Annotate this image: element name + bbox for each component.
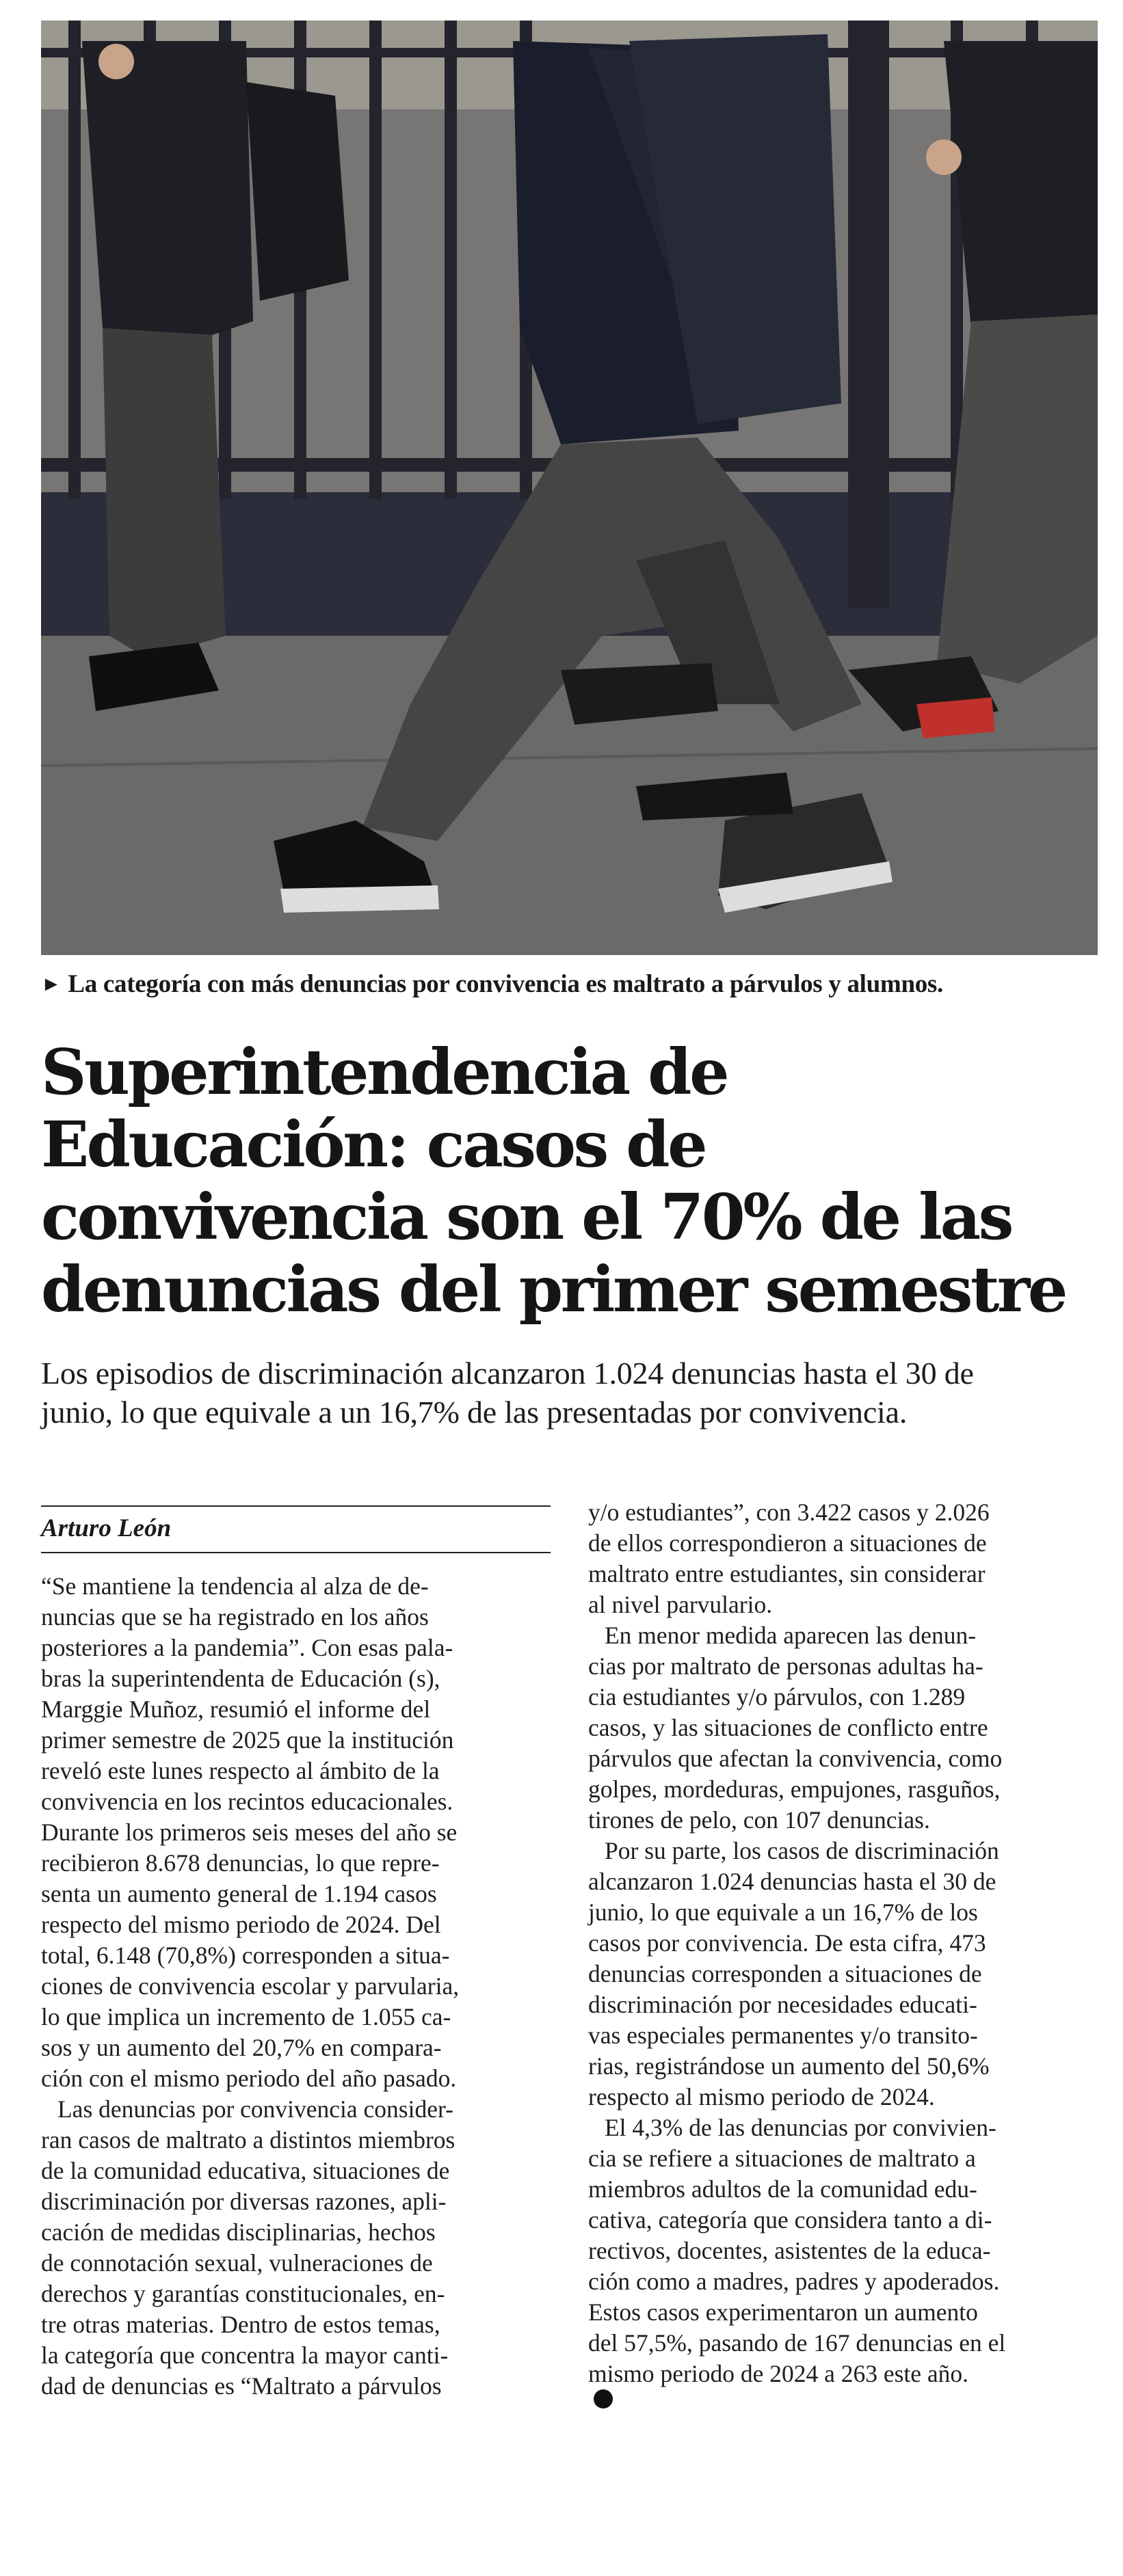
text-line: nuncias que se ha registrado en los años xyxy=(41,1603,429,1631)
paragraph xyxy=(41,2094,551,2402)
text-line: Las denuncias por convivencia consider- xyxy=(57,2095,453,2123)
caption-text: La categoría con más denuncias por convivencia es maltrato a párvulos y alumnos. xyxy=(68,970,943,998)
text-line: En menor medida aparecen las denun- xyxy=(605,1622,977,1649)
article-headline xyxy=(41,1036,1098,1326)
paragraph xyxy=(41,1571,551,2094)
text-line: Marggie Muñoz, resumió el informe del xyxy=(41,1695,431,1723)
text-line: casos por convivencia. De esta cifra, 473 xyxy=(588,1929,986,1957)
deck-line: junio, lo que equivale a un 16,7% de las presentadas por convivencia. xyxy=(41,1395,908,1430)
students-walking-photo-icon xyxy=(41,21,1098,955)
paragraph xyxy=(588,1620,1098,1836)
text-line: y/o estudiantes”, con 3.422 casos y 2.026 xyxy=(588,1499,990,1526)
headline-line: denuncias del primer semestre xyxy=(41,1252,1066,1326)
text-line: ran casos de maltrato a distintos miembros xyxy=(41,2126,455,2154)
text-line: Durante los primeros seis meses del año se xyxy=(41,1819,458,1846)
text-line: discriminación por necesidades educati- xyxy=(588,1991,977,2018)
text-line: lo que implica un incremento de 1.055 ca- xyxy=(41,2003,451,2030)
headline-line: Superintendencia de xyxy=(41,1035,728,1109)
text-line: maltrato entre estudiantes, sin considerar xyxy=(588,1560,986,1587)
text-line: posteriores a la pandemia”. Con esas pala- xyxy=(41,1634,453,1661)
text-line: de la comunidad educativa, situaciones de xyxy=(41,2157,450,2184)
paragraph xyxy=(588,1497,1098,1620)
end-of-article-icon xyxy=(594,2389,613,2409)
text-line: casos, y las situaciones de conflicto entre xyxy=(588,1714,988,1741)
text-line: párvulos que afectan la convivencia, como xyxy=(588,1745,1003,1772)
text-line: ciones de convivencia escolar y parvularia, xyxy=(41,1972,460,2000)
text-line: respecto del mismo periodo de 2024. Del xyxy=(41,1911,441,1938)
text-line: Estos casos experimentaron un aumento xyxy=(588,2298,978,2326)
photo-caption xyxy=(41,969,1108,999)
headline-line: convivencia son el 70% de las xyxy=(41,1180,1012,1254)
text-line: derechos y garantías constitucionales, en- xyxy=(41,2280,445,2307)
text-line: junio, lo que equivale a un 16,7% de los xyxy=(588,1899,978,1926)
text-line: del 57,5%, pasando de 167 denuncias en el xyxy=(588,2329,1006,2357)
text-line: la categoría que concentra la mayor canti- xyxy=(41,2342,449,2369)
text-line: respecto al mismo periodo de 2024. xyxy=(588,2083,935,2110)
text-line: convivencia en los recintos educacionales. xyxy=(41,1788,453,1815)
text-line: tre otras materias. Dentro de estos temas, xyxy=(41,2311,440,2338)
author-byline: Arturo León xyxy=(41,1514,172,1542)
text-line: reveló este lunes respecto al ámbito de la xyxy=(41,1757,440,1784)
text-line: rectivos, docentes, asistentes de la educa- xyxy=(588,2237,991,2264)
text-line: ción con el mismo periodo del año pasado. xyxy=(41,2065,457,2092)
text-line: primer semestre de 2025 que la institución xyxy=(41,1726,454,1754)
text-line: recibieron 8.678 denuncias, lo que repre- xyxy=(41,1849,440,1877)
paragraph xyxy=(588,1836,1098,2112)
text-line: cia se refiere a situaciones de maltrato a xyxy=(588,2145,976,2172)
text-line: ción como a madres, padres y apoderados. xyxy=(588,2268,1000,2295)
headline-line: Educación: casos de xyxy=(41,1108,706,1181)
caption-marker-icon: ► xyxy=(41,973,62,995)
text-line: alcanzaron 1.024 denuncias hasta el 30 de xyxy=(588,1868,996,1895)
text-line: al nivel parvulario. xyxy=(588,1591,773,1618)
text-line: discriminación por diversas razones, apli- xyxy=(41,2188,447,2215)
text-line: total, 6.148 (70,8%) corresponden a situa- xyxy=(41,1942,450,1969)
byline-rule-top xyxy=(41,1505,551,1507)
text-line: rias, registrándose un aumento del 50,6% xyxy=(588,2052,990,2080)
text-line: vas especiales permanentes y/o transito- xyxy=(588,2022,978,2049)
paragraph xyxy=(588,2112,1098,2409)
text-line: “Se mantiene la tendencia al alza de de- xyxy=(41,1572,429,1600)
text-line: cia estudiantes y/o párvulos, con 1.289 xyxy=(588,1683,966,1710)
text-line: sos y un aumento del 20,7% en compara- xyxy=(41,2034,442,2061)
text-line: denuncias corresponden a situaciones de xyxy=(588,1960,982,1987)
text-line: golpes, mordeduras, empujones, rasguños, xyxy=(588,1775,1001,1803)
article-photo xyxy=(41,21,1098,955)
text-line: tirones de pelo, con 107 denuncias. xyxy=(588,1806,930,1834)
text-line: El 4,3% de las denuncias por convivien- xyxy=(605,2114,996,2141)
text-line: Por su parte, los casos de discriminación xyxy=(605,1837,999,1864)
text-line: miembros adultos de la comunidad edu- xyxy=(588,2175,977,2203)
article-column-right xyxy=(588,1497,1098,2409)
text-line: bras la superintendenta de Educación (s), xyxy=(41,1665,440,1692)
article-column-left xyxy=(41,1571,551,2402)
article-deck xyxy=(41,1354,1098,1432)
text-line: senta un aumento general de 1.194 casos xyxy=(41,1880,437,1907)
text-line: cación de medidas disciplinarias, hechos xyxy=(41,2218,436,2246)
text-line: dad de denuncias es “Maltrato a párvulos xyxy=(41,2372,442,2400)
text-line-last xyxy=(588,2359,1098,2409)
text-line: mismo periodo de 2024 a 263 este año. xyxy=(588,2360,969,2387)
text-line: cativa, categoría que considera tanto a di- xyxy=(588,2206,992,2233)
text-line: cias por maltrato de personas adultas ha- xyxy=(588,1652,983,1680)
text-line: de ellos correspondieron a situaciones de xyxy=(588,1529,987,1557)
deck-line: Los episodios de discriminación alcanzaron 1.024 denuncias hasta el 30 de xyxy=(41,1356,974,1391)
byline-rule-bottom xyxy=(41,1552,551,1553)
text-line: de connotación sexual, vulneraciones de xyxy=(41,2249,433,2277)
